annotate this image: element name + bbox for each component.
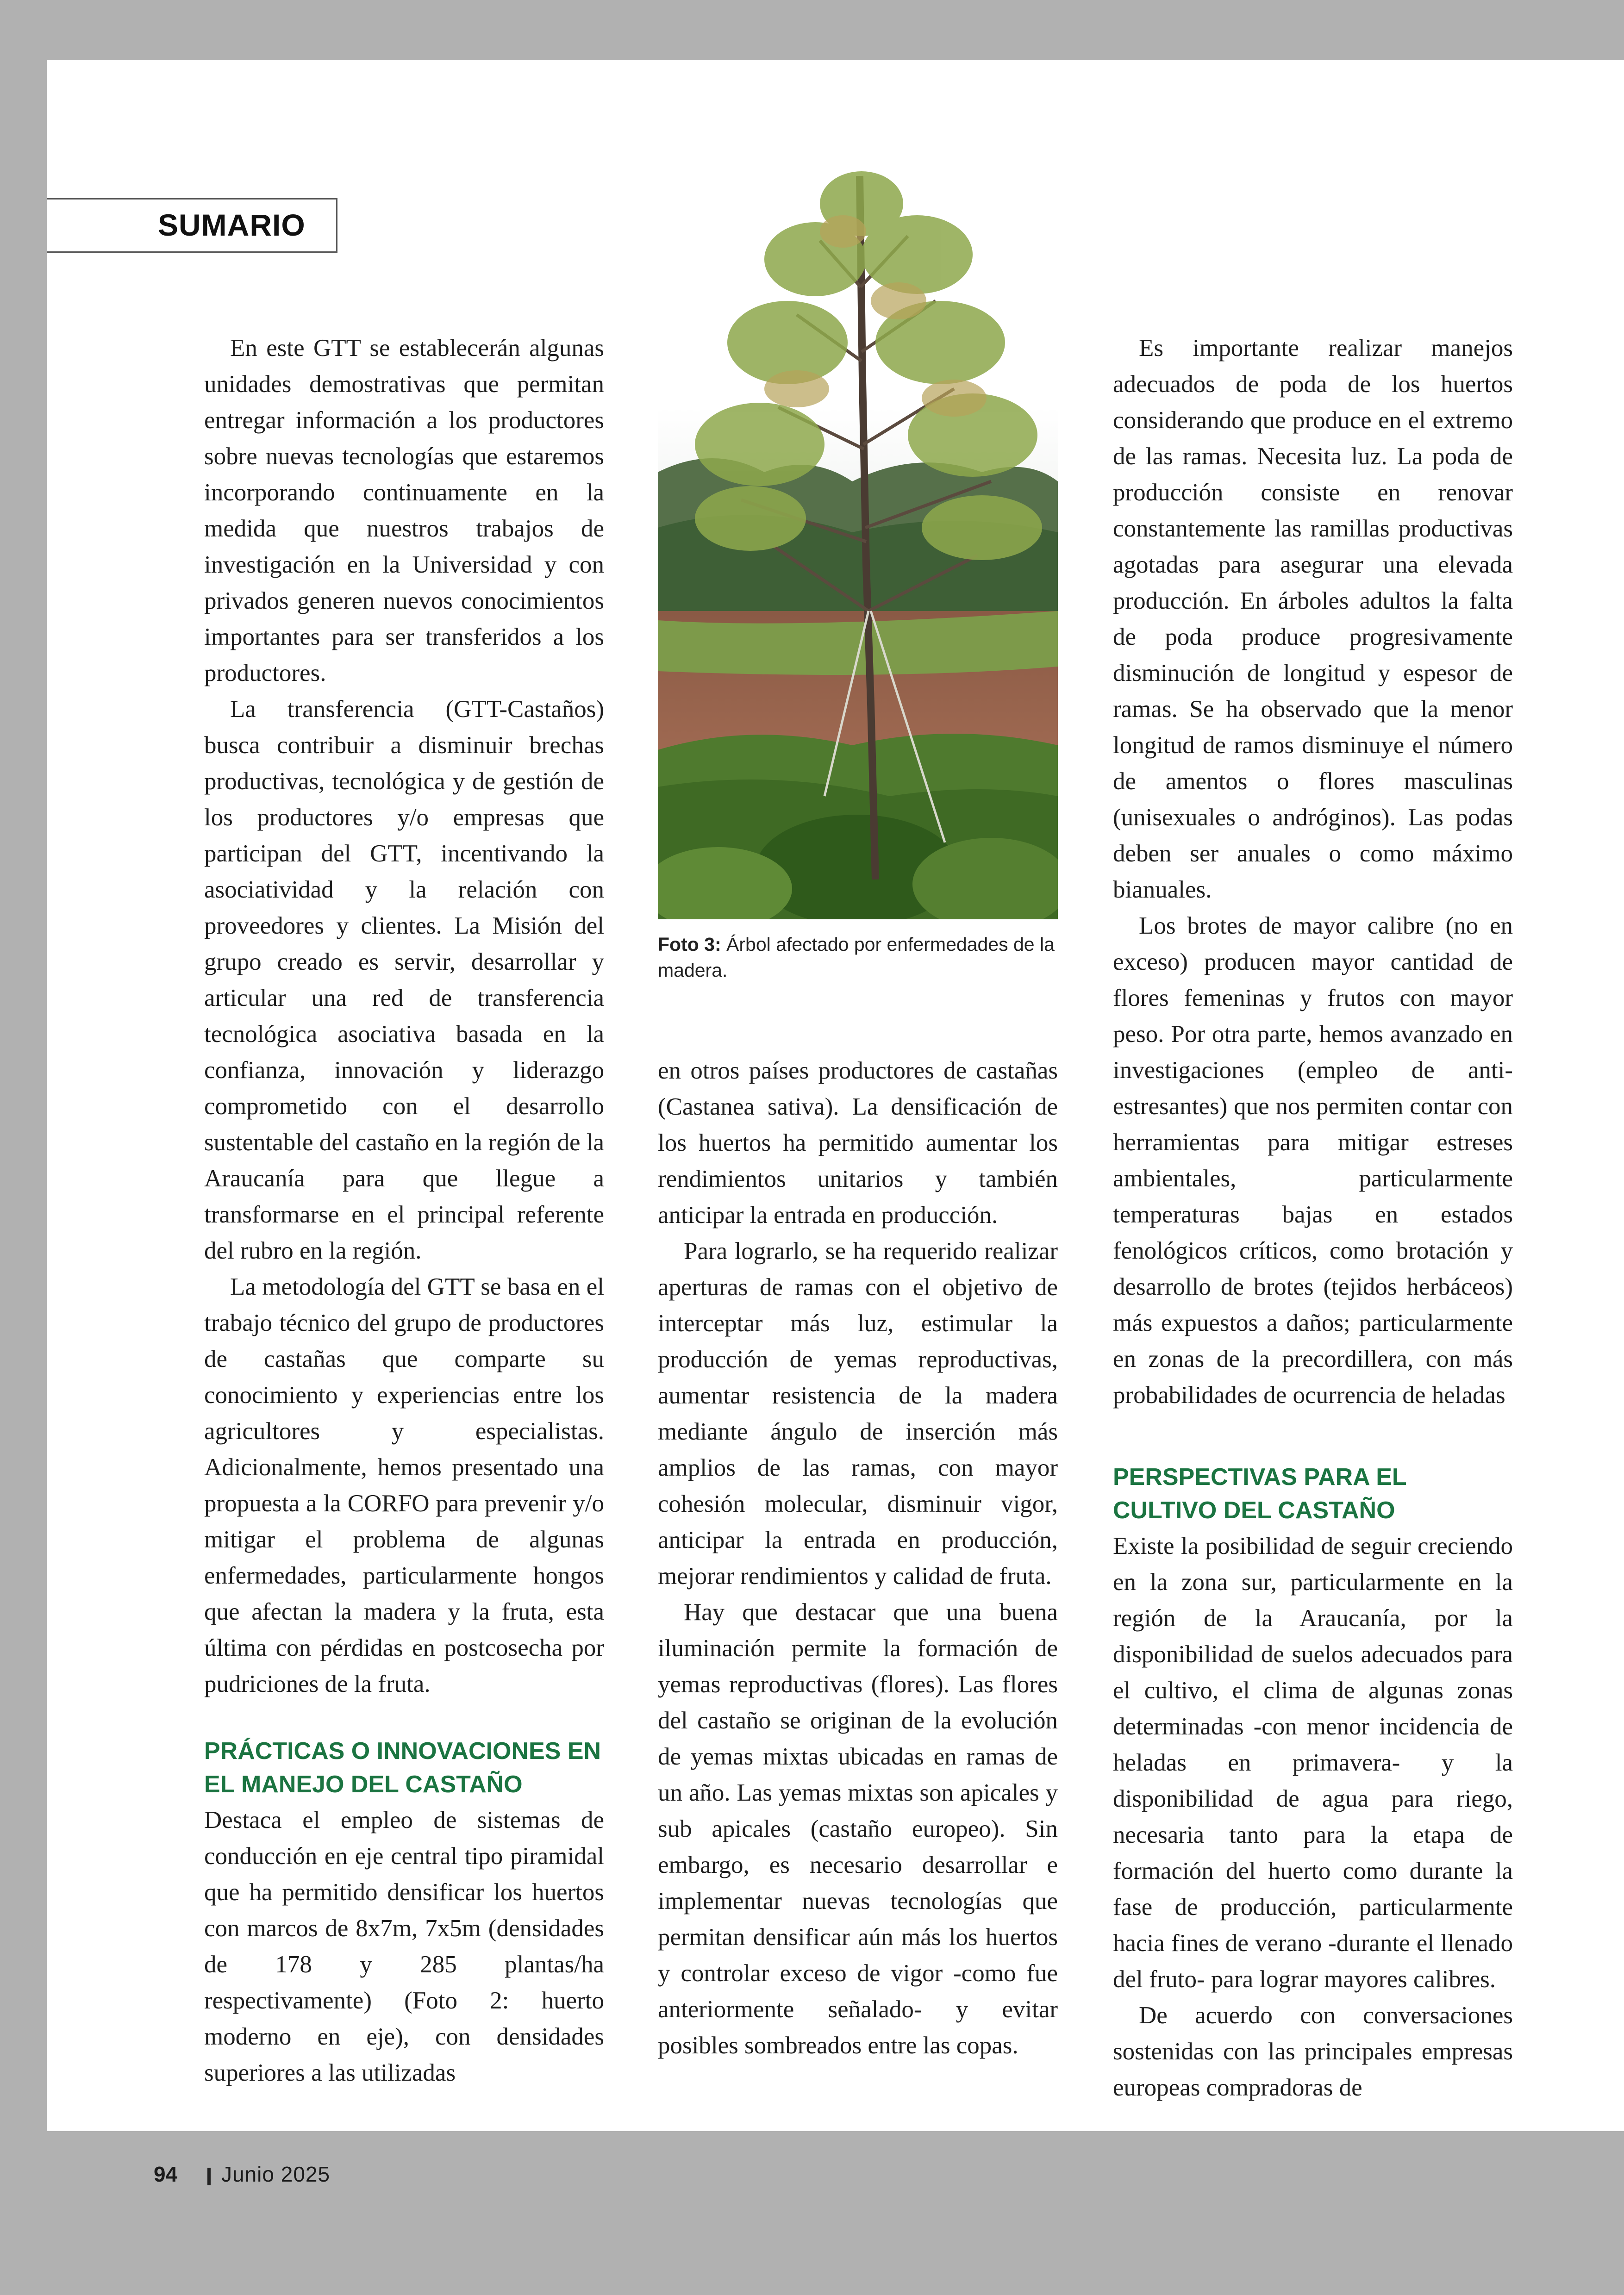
- tree-photo: [658, 148, 1058, 919]
- footer-separator: [207, 2168, 211, 2185]
- paragraph: La transferencia (GTT-Castaños) busca contribuir a disminuir brechas productivas, tecnológica y de gestión de los productores y/o empresas que participan del GTT, incentivando la asociatividad y la relación con proveedores y clientes. La Misión del grupo creado es servir, desarrollar y articular una red de transferencia tecnológica asociativa basada en la confianza, innovación y liderazgo comprometido con el desarrollo sustentable del castaño en la región de la Araucanía para que llegue a transformarse en el principal referente del rubro en la región.: [204, 696, 604, 1264]
- paragraph: en otros países productores de castañas (Castanea sativa). La densificación de los huertos ha permitido aumentar los rendimientos unitarios y también anticipar la entrada en producción.: [658, 1057, 1058, 1229]
- paragraph: Hay que destacar que una buena iluminación permite la formación de yemas reproductivas (flores). Las flores del castaño se originan de la evolución de yemas mixtas ubicadas en ramas de un año. Las yemas mixtas son apicales y sub apicales (castaño europeo). Sin embargo, es necesario desarrollar e implementar nuevas tecnologías que permitan densificar aún más los huertos y controlar exceso de vigor -como fue anteriormente señalado- y evitar posibles sombreados entre las copas.: [658, 1599, 1058, 2059]
- magazine-page: [47, 60, 1624, 2131]
- issue-date: Junio 2025: [221, 2162, 331, 2186]
- text-column-2: [658, 1053, 1058, 2064]
- paragraph: Para lograrlo, se ha requerido realizar aperturas de ramas con el objetivo de interceptar más luz, estimular la producción de yemas reproductivas, aumentar resistencia de la madera mediante ángulo de inserción más amplios de las ramas, con mayor cohesión molecular, disminuir vigor, anticipar la entrada en producción, mejorar rendimientos y calidad de fruta.: [658, 1238, 1058, 1590]
- section-heading: PERSPECTIVAS PARA EL CULTIVO DEL CASTAÑO: [1113, 1464, 1406, 1524]
- caption-text: Árbol afectado por enfermedades de la madera.: [658, 934, 1055, 981]
- paragraph: Existe la posibilidad de seguir creciendo en la zona sur, particularmente en la región de la Araucanía, por la disponibilidad de suelos adecuados para el cultivo, el clima de algunas zonas determinadas -con menor incidencia de heladas en primavera- y la disponibilidad de agua para riego, necesaria tanto para la etapa de formación del huerto como durante la fase de producción, particularmente hacia fines de verano -durante el llenado del fruto- para lograr mayores calibres.: [1113, 1533, 1513, 1993]
- text-column-1: [204, 330, 604, 2091]
- paragraph: En este GTT se establecerán algunas unidades demostrativas que permitan entregar información a los productores sobre nuevas tecnologías que estaremos incorporando continuamente en la medida que nuestros trabajos de investigación en la Universidad y con privados generen nuevos conocimientos importantes para ser transferidos a los productores.: [204, 335, 604, 686]
- paragraph: La metodología del GTT se basa en el trabajo técnico del grupo de productores de castañas que comparte su conocimiento y experiencias entre los agricultores y especialistas. Adicionalmente, hemos presentado una propuesta a la CORFO para prevenir y/o mitigar el problema de algunas enfermedades, particularmente hongos que afectan la madera y la fruta, esta última con pérdidas en postcosecha por pudriciones de la fruta.: [204, 1273, 604, 1697]
- tree-photo-illustration: [658, 148, 1058, 919]
- paragraph: Los brotes de mayor calibre (no en exceso) producen mayor cantidad de flores femeninas y frutos con mayor peso. Por otra parte, hemos avanzado en investigaciones (empleo de anti-estresantes) que nos permiten contar con herramientas para mitigar estreses ambientales, particularmente temperaturas bajas en estados fenológicos críticos, como brotación y desarrollo de brotes (tejidos herbáceos) más expuestos a daños; particularmente en zonas de la precordillera, con más probabilidades de ocurrencia de heladas: [1113, 912, 1513, 1409]
- paragraph: Destaca el empleo de sistemas de conducción en eje central tipo piramidal que ha permitido densificar los huertos con marcos de 8x7m, 7x5m (densidades de 178 y 285 plantas/ha respectivamente) (Foto 2: huerto moderno en eje), con densidades superiores a las utilizadas: [204, 1807, 604, 2086]
- caption-label: Foto 3:: [658, 934, 721, 955]
- photo-caption: [658, 931, 1058, 983]
- text-column-3: [1113, 330, 1513, 2106]
- paragraph: De acuerdo con conversaciones sostenidas con las principales empresas europeas compradoras de: [1113, 2002, 1513, 2101]
- section-tag: SUMARIO: [158, 208, 306, 242]
- paragraph: Es importante realizar manejos adecuados de poda de los huertos considerando que produce en el extremo de las ramas. Necesita luz. La poda de producción consiste en renovar constantemente las ramillas productivas agotadas para asegurar una elevada producción. En árboles adultos la falta de poda produce progresivamente disminución de longitud y espesor de ramas. Se ha observado que la menor longitud de ramos disminuye el número de amentos o flores masculinas (unisexuales o andróginos). Las podas deben ser anuales o como máximo bianuales.: [1113, 335, 1513, 903]
- section-heading: PRÁCTICAS O INNOVACIONES EN EL MANEJO DEL CASTAÑO: [204, 1738, 601, 1798]
- page-number: 94: [154, 2162, 178, 2186]
